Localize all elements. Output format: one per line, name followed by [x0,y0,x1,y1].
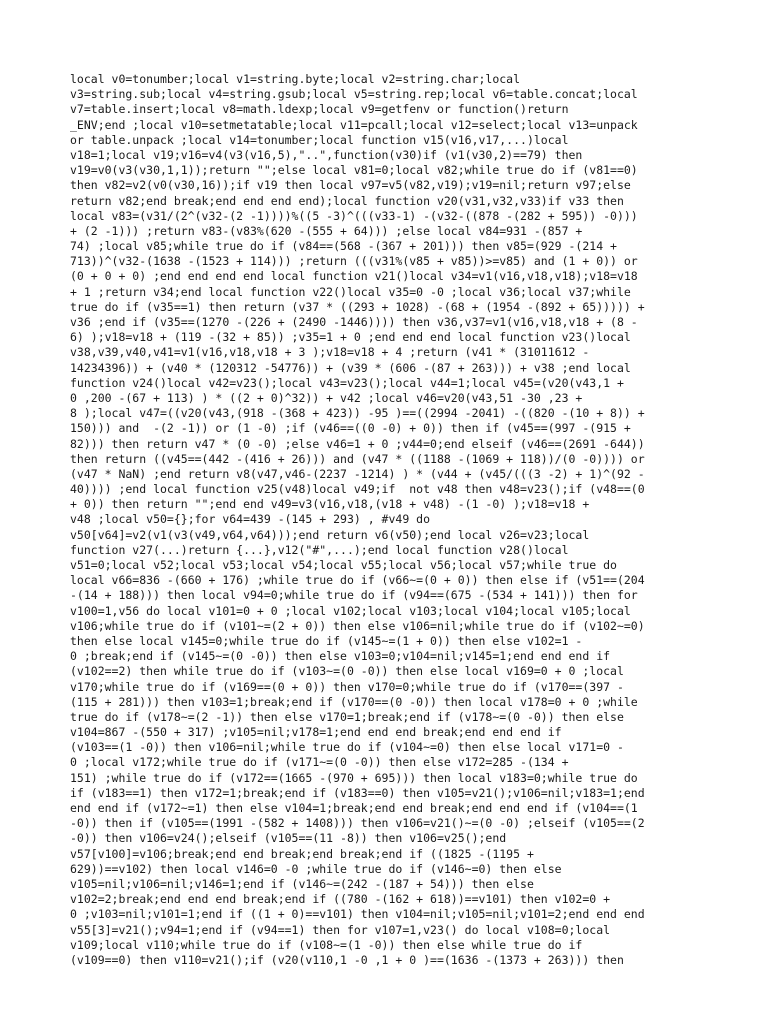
code-line: local v66=836 -(660 + 176) ;while true do if (v66~=(0 + 0)) then else if (v51==(204 [70,573,645,588]
code-line: 74) ;local v85;while true do if (v84==(568 -(367 + 201))) then v85=(929 -(214 + [70,239,617,254]
code-line: v18=1;local v19;v16=v4(v3(v16,5),"..",function(v30)if (v1(v30,2)==79) then [70,147,583,162]
code-line: true do if (v35==1) then return (v37 * ((293 + 1028) -(68 + (1954 -(892 + 65))))) + [70,299,645,314]
code-line: or table.unpack ;local v14=tonumber;local function v15(v16,v17,...)local [70,132,569,147]
code-line: -0)) then if (v105==(1991 -(582 + 1408))) then v106=v21()~=(0 -0) ;elseif (v105==(2 [70,816,645,831]
code-line: + (2 -1))) ;return v83-(v83%(620 -(555 + 64))) ;else local v84=931 -(857 + [70,223,583,238]
code-line: 0 ;local v172;while true do if (v171~=(0 -0)) then else v172=285 -(134 + [70,755,569,770]
code-line: (v47 * NaN) ;end return v8(v47,v46-(2237 -1214) ) * (v44 + (v45/(((3 -2) + 1)^(92 - [70,466,645,481]
code-line: then v82=v2(v0(v30,16));if v19 then local v97=v5(v82,v19);v19=nil;return v97;else [70,178,631,193]
code-line: local v83=(v31/(2^(v32-(2 -1))))%((5 -3)^(((v33-1) -(v32-((878 -(282 + 595)) -0))) [70,208,638,223]
code-line: (v103==(1 -0)) then v106=nil;while true do if (v104~=0) then else local v171=0 - [70,740,624,755]
code-line: 0 ,200 -(67 + 113) ) * ((2 + 0)^32)) + v42 ;local v46=v20(v43,51 -30 ,23 + [70,390,583,405]
code-line: 713))^(v32-(1638 -(1523 + 114))) ;return (((v31%(v85 + v85))>=v85) and (1 + 0)) or [70,254,638,269]
code-line: function v27(...)return {...},v12("#",...);end local function v28()local [70,542,569,557]
code-line: v19=v0(v3(v30,1,1));return "";else local v81=0;local v82;while true do if (v81==0) [70,163,638,178]
code-line: v48 ;local v50={};for v64=439 -(145 + 293) , #v49 do [70,512,431,527]
code-line: 629))==v102) then local v146=0 -0 ;while true do if (v146~=0) then else [70,861,562,876]
code-line: -0)) then v106=v24();elseif (v105==(11 -8)) then v106=v25();end [70,831,507,846]
code-line: 40)))) ;end local function v25(v48)local v49;if not v48 then v48=v23();if (v48==(0 [70,482,645,497]
code-line: v106;while true do if (v101~=(2 + 0)) then else v106=nil;while true do if (v102~=0) [70,618,645,633]
code-line: 82))) then return v47 * (0 -0) ;else v46=1 + 0 ;v44=0;end elseif (v46==(2691 -644)) [70,436,645,451]
code-line: v57[v100]=v106;break;end end break;end break;end if ((1825 -(1195 + [70,846,534,861]
code-line: 0 ;break;end if (v145~=(0 -0)) then else v103=0;v104=nil;v145=1;end end end if [70,649,611,664]
code-line: + 1 ;return v34;end local function v22()local v35=0 -0 ;local v36;local v37;while [70,284,631,299]
code-line: 150))) and -(2 -1)) or (1 -0) ;if (v46==((0 -0) + 0)) then if (v45==(997 -(915 + [70,421,631,436]
code-line: v102=2;break;end end end break;end if ((780 -(162 + 618))==v101) then v102=0 + [70,892,611,907]
code-line: v7=table.insert;local v8=math.ldexp;local v9=getfenv or function()return [70,102,569,117]
code-line: (v109==0) then v110=v21();if (v20(v110,1 -0 ,1 + 0 )==(1636 -(1373 + 263))) then [70,952,624,967]
code-line: if (v183==1) then v172=1;break;end if (v183==0) then v105=v21();v106=nil;v183=1;end [70,785,645,800]
code-line: v50[v64]=v2(v1(v3(v49,v64,v64)));end return v6(v50);end local v26=v23;local [70,527,590,542]
code-line: then else local v145=0;while true do if (v145~=(1 + 0)) then else v102=1 - [70,633,583,648]
code-line: v100=1,v56 do local v101=0 + 0 ;local v102;local v103;local v104;local v105;local [70,603,631,618]
code-line: true do if (v178~=(2 -1)) then else v170=1;break;end if (v178~=(0 -0)) then else [70,709,624,724]
code-line: v51=0;local v52;local v53;local v54;local v55;local v56;local v57;while true do [70,558,617,572]
code-line: (0 + 0 + 0) ;end end end end local function v21()local v34=v1(v16,v18,v18);v18=v18 [70,269,638,284]
code-line: then return ((v45==(442 -(416 + 26))) and (v47 * ((1188 -(1069 + 118))/(0 -0)))) or [70,451,645,466]
code-line: v36 ;end if (v35==(1270 -(226 + (2490 -1446)))) then v36,v37=v1(v16,v18,v18 + (8 - [70,315,638,329]
code-line: v3=string.sub;local v4=string.gsub;local v5=string.rep;local v6=table.concat;local [70,87,638,102]
code-line: v109;local v110;while true do if (v108~=(1 -0)) then else while true do if [70,937,583,952]
code-line: function v24()local v42=v23();local v43=v23();local v44=1;local v45=(v20(v43,1 + [70,375,624,390]
code-line: v105=nil;v106=nil;v146=1;end if (v146~=(242 -(187 + 54))) then else [70,876,534,891]
code-line: (115 + 281))) then v103=1;break;end if (v170==(0 -0)) then local v178=0 + 0 ;while [70,694,638,709]
code-text-block [70,72,710,968]
code-line: 0 ;v103=nil;v101=1;end if ((1 + 0)==v101) then v104=nil;v105=nil;v101=2;end end end [70,907,645,922]
code-line: _ENV;end ;local v10=setmetatable;local v11=pcall;local v12=select;local v13=unpack [70,117,638,132]
code-line: local v0=tonumber;local v1=string.byte;local v2=string.char;local [70,72,521,86]
code-line: (v102==2) then while true do if (v103~=(0 -0)) then else local v169=0 + 0 ;local [70,664,624,679]
code-line: 151) ;while true do if (v172==(1665 -(970 + 695))) then local v183=0;while true do [70,770,638,785]
code-line: end end if (v172~=1) then else v104=1;break;end end break;end end end if (v104==(1 [70,801,638,815]
code-line: 6) );v18=v18 + (119 -(32 + 85)) ;v35=1 + 0 ;end end end local function v23()local [70,330,631,345]
code-line: return v82;end break;end end end end);local function v20(v31,v32,v33)if v33 then [70,193,624,208]
code-line: 14234396)) + (v40 * (120312 -54776)) + (v39 * (606 -(87 + 263))) + v38 ;end local [70,360,631,375]
code-line: v104=867 -(550 + 317) ;v105=nil;v178=1;end end end break;end end end if [70,725,562,740]
code-line: v55[3]=v21();v94=1;end if (v94==1) then for v107=1,v23() do local v108=0;local [70,922,611,937]
code-line: 8 );local v47=((v20(v43,(918 -(368 + 423)) -95 )==((2994 -2041) -((820 -(10 + 8)) + [70,406,645,421]
code-line: + 0)) then return "";end end v49=v3(v16,v18,(v18 + v48) -(1 -0) );v18=v18 + [70,497,590,512]
code-line: v170;while true do if (v169==(0 + 0)) then v170=0;while true do if (v170==(397 - [70,679,624,694]
code-line: v38,v39,v40,v41=v1(v16,v18,v18 + 3 );v18=v18 + 4 ;return (v41 * (31011612 - [70,345,590,360]
code-line: -(14 + 188))) then local v94=0;while true do if (v94==(675 -(534 + 141))) then for [70,588,638,603]
